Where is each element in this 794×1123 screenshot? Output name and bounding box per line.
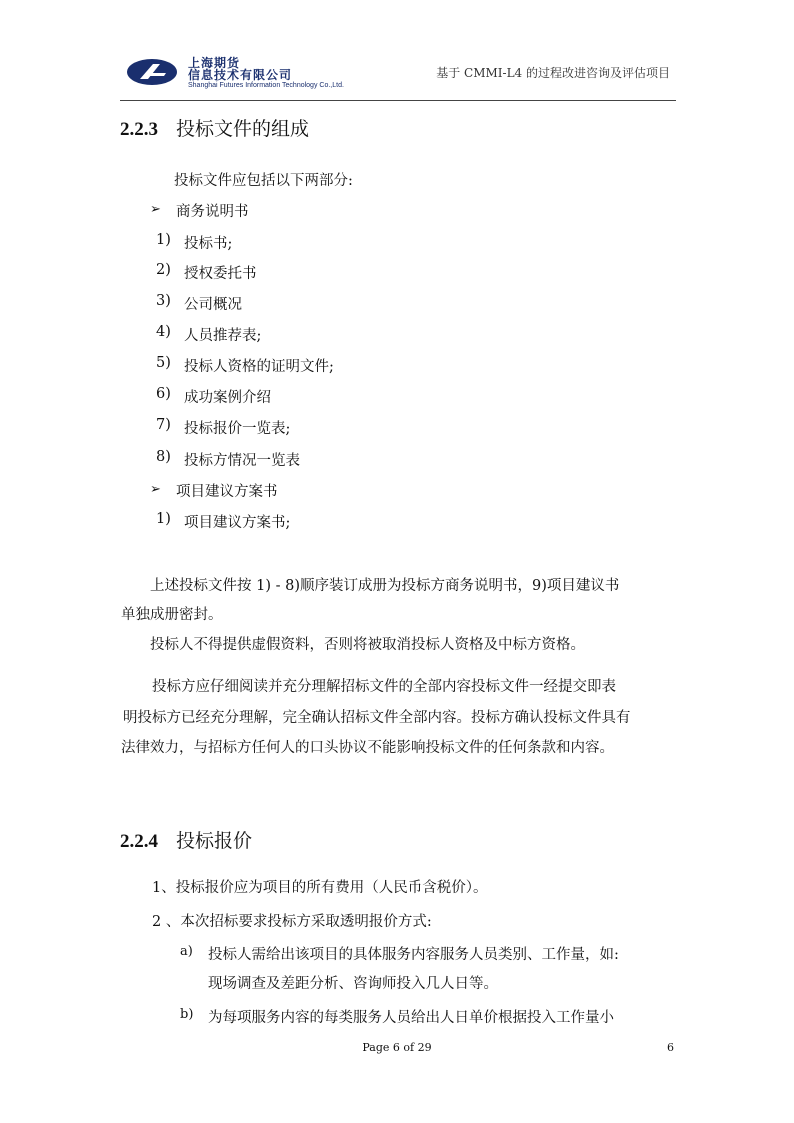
sub-item-a-line1: 投标人需给出该项目的具体服务内容服务人员类别、工作量，如: [208, 947, 619, 963]
paragraph-read-line3: 法律效力，与招标方任何人的口头协议不能影响投标文件的任何条款和内容。 [121, 740, 614, 756]
section-heading-224 [120, 826, 252, 853]
list-item: 成功案例介绍 [184, 390, 271, 406]
section-title: 投标文件的组成 [176, 118, 310, 140]
sub-item-a-line2: 现场调查及差距分析、咨询师投入几人日等。 [208, 976, 498, 992]
company-logo [126, 57, 416, 91]
list-item-number: 6) [156, 386, 171, 402]
paragraph-binding-line2: 单独成册密封。 [121, 607, 223, 623]
page-header [120, 52, 676, 101]
pricing-item-2: 2 、本次招标要求投标方采取透明报价方式: [152, 914, 432, 930]
list-item: 公司概况 [184, 297, 242, 313]
sub-item-b-line1: 为每项服务内容的每类服务人员给出人日单价根据投入工作量小 [208, 1010, 614, 1026]
logo-cn-line2: 信息技术有限公司 [188, 68, 293, 82]
list-item: 投标书; [184, 236, 233, 252]
intro-text: 投标文件应包括以下两部分: [174, 173, 353, 189]
footer-page-number: 6 [667, 1041, 674, 1054]
list-item: 人员推荐表; [184, 328, 262, 344]
list-item: 投标方情况一览表 [184, 453, 300, 469]
section-number: 2.2.4 [120, 831, 158, 852]
list-item: 项目建议方案书; [184, 515, 291, 531]
section-title: 投标报价 [176, 830, 253, 852]
list-item-number: 2) [156, 262, 171, 278]
section-number: 2.2.3 [120, 119, 158, 140]
part-proposal-label: 项目建议方案书 [176, 484, 278, 500]
paragraph-binding-line1: 上述投标文件按 1) - 8)顺序装订成册为投标方商务说明书，9)项目建议书 [150, 578, 620, 594]
list-item-number: 3) [156, 293, 171, 309]
list-item-number: 7) [156, 417, 171, 433]
list-item: 投标报价一览表; [184, 421, 291, 437]
company-logo-mark [126, 57, 178, 87]
bullet-arrow-icon: ➢ [150, 202, 161, 217]
bullet-arrow-icon: ➢ [150, 482, 161, 497]
list-item-number: 1) [156, 232, 171, 248]
list-item-number: 8) [156, 449, 171, 465]
part-business-label: 商务说明书 [176, 204, 249, 220]
footer-page-label: Page 6 of 29 [362, 1041, 432, 1054]
pricing-item-1: 1、投标报价应为项目的所有费用（人民币含税价）。 [152, 880, 488, 896]
list-item: 授权委托书 [184, 266, 257, 282]
logo-cn-line1: 上海期货 [188, 56, 241, 70]
list-item: 投标人资格的证明文件; [184, 359, 334, 375]
paragraph-no-false-info: 投标人不得提供虚假资料，否则将被取消投标人资格及中标方资格。 [150, 637, 585, 653]
paragraph-read-line2: 明投标方已经充分理解，完全确认招标文件全部内容。投标方确认投标文件具有 [123, 710, 631, 726]
list-item-number: 1) [156, 511, 171, 527]
list-item-number: 5) [156, 355, 171, 371]
header-title: 基于 CMMI-L4 的过程改进咨询及评估项目 [436, 66, 670, 80]
sub-item-label-a: a) [180, 944, 193, 959]
section-heading-223 [120, 114, 309, 141]
list-item-number: 4) [156, 324, 171, 340]
logo-en: Shanghai Futures Information Technology Co.,Ltd. [188, 82, 344, 89]
sub-item-label-b: b) [180, 1007, 194, 1022]
paragraph-read-line1: 投标方应仔细阅读并充分理解招标文件的全部内容投标文件一经提交即表 [152, 679, 616, 695]
